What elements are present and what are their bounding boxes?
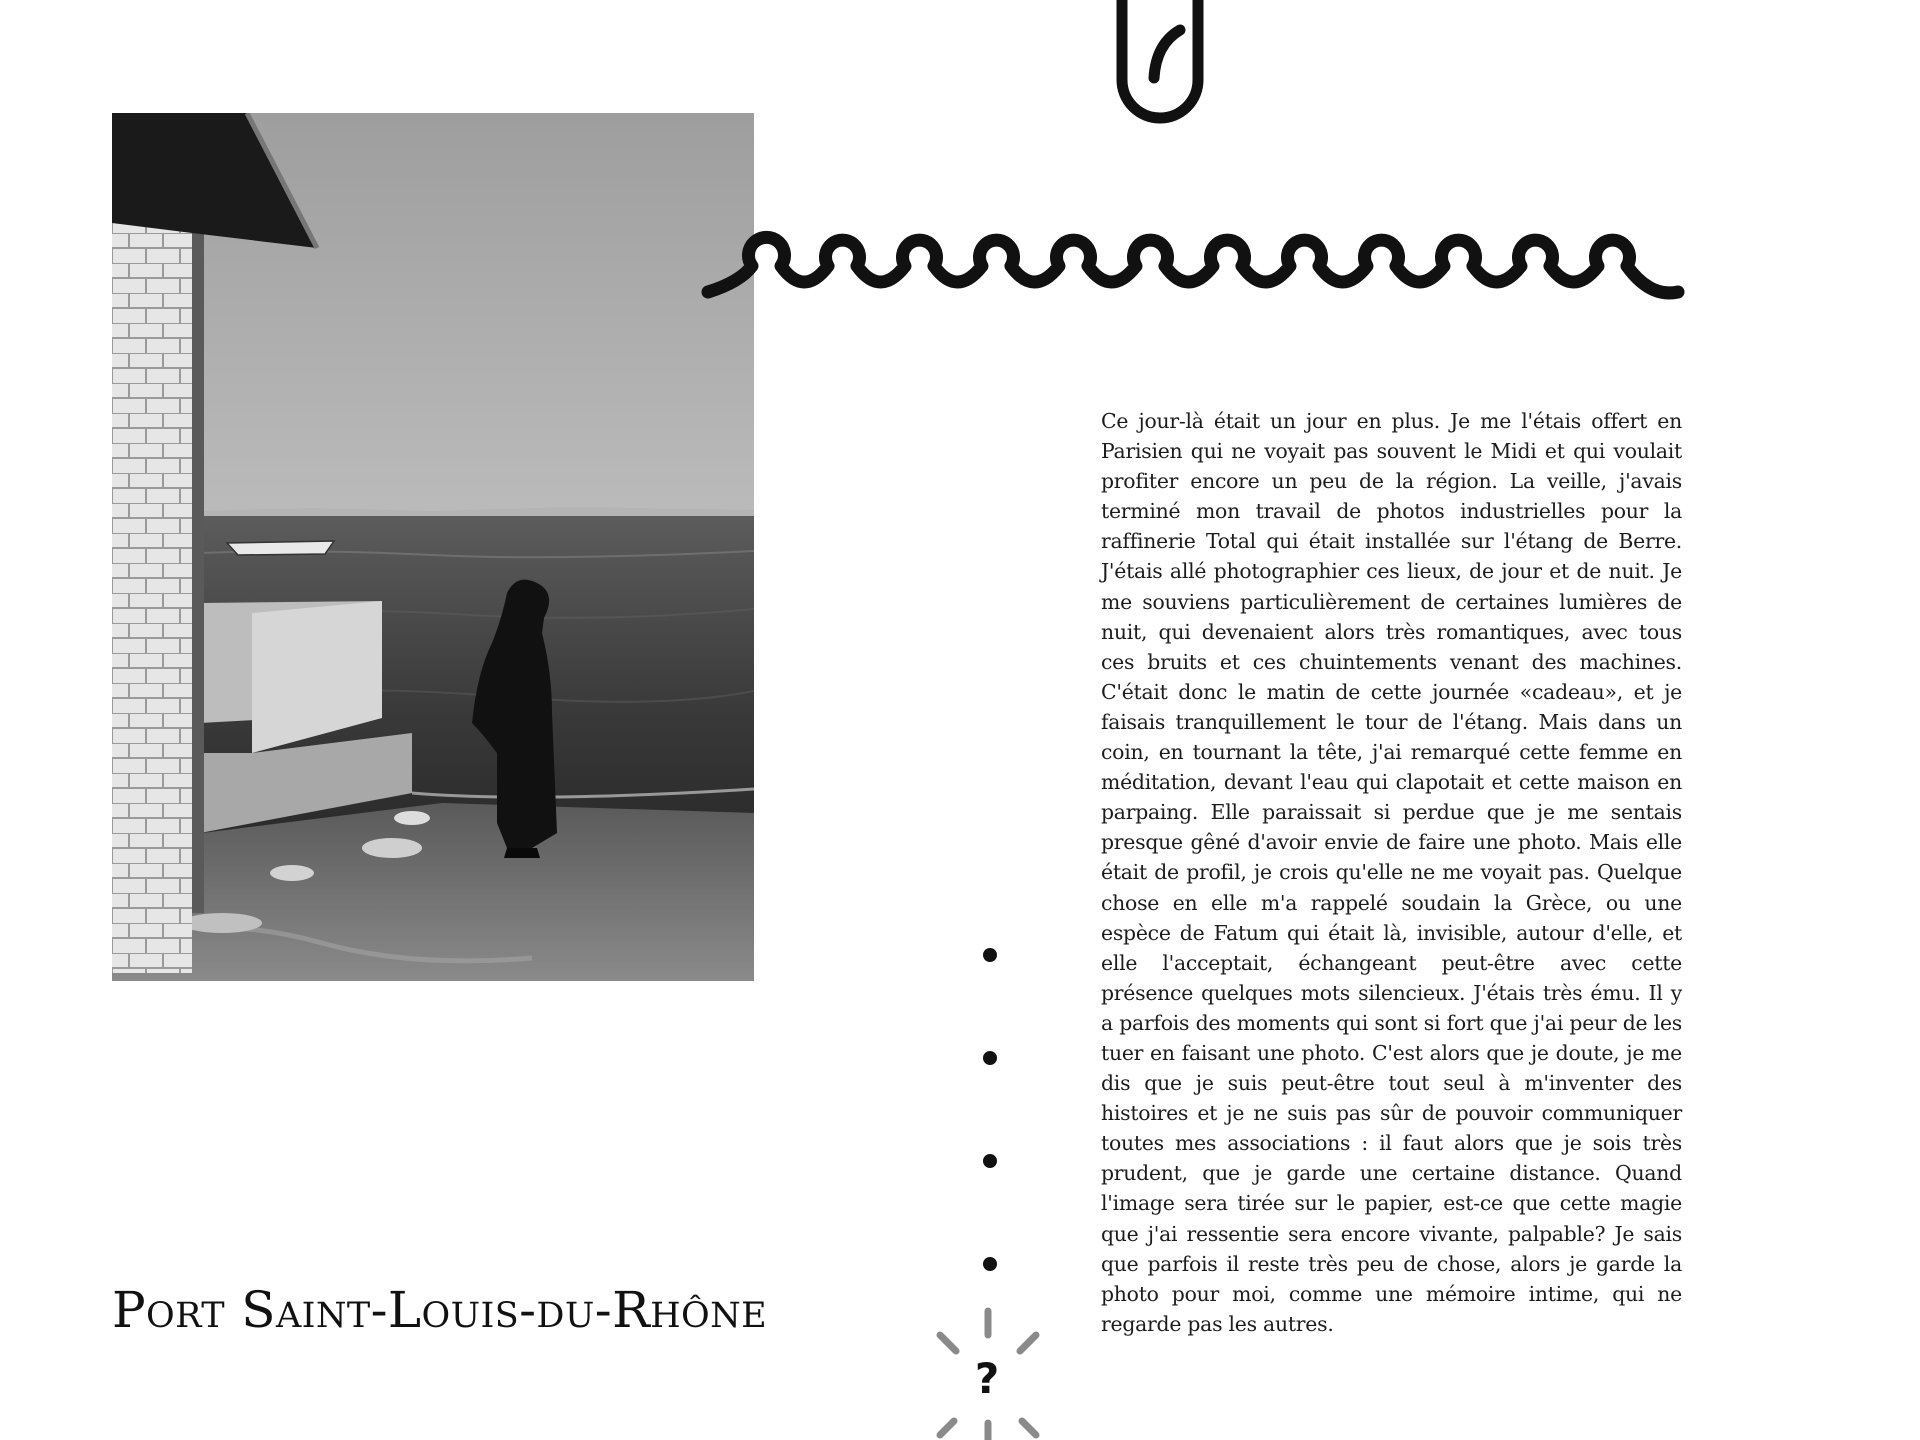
- photo-woman-by-sea: [112, 113, 754, 981]
- question-mark: ?: [974, 1354, 1000, 1403]
- wave-line: [700, 226, 1690, 302]
- dot-icon: [983, 948, 997, 962]
- dot-icon: [983, 1257, 997, 1271]
- story-paragraph: Ce jour-là était un jour en plus. Je me l'étais offert en Parisien qui ne voyait pas souvent le Midi et qui voulait profiter encore un peu de la région. La veille, j'avais terminé mon travail de photos industrielles pour la raffinerie Total qui était installée sur l'étang de Berre. J'étais allé photographier ces lieux, de jour et de nuit. Je me souviens particulièrement de certaines lumières de nuit, qui devenaient alors très romantiques, avec tous ces bruits et ces chuintements venant des machines. C'était donc le matin de cette journée «cadeau», et je faisais tranquillement le tour de l'étang. Mais dans un coin, en tournant la tête, j'ai remarqué cette femme en méditation, devant l'eau qui clapotait et cette maison en parpaing. Elle paraissait si perdue que je me sentais presque gêné d'avoir envie de faire une photo. Mais elle était de profil, je crois qu'elle ne me voyait pas. Quelque chose en elle m'a rappelé soudain la Grèce, ou une espèce de Fatum qui était là, invisible, autour d'elle, et elle l'acceptait, échangeant peut-être avec cette présence quelques mots silencieux. J'étais très ému. Il y a parfois des moments qui sont si fort que j'ai peur de les tuer en faisant une photo. C'est alors que je doute, je me dis que je suis peut-être tout seul à m'inventer des histoires et je ne suis pas sûr de pouvoir communiquer toutes mes associations : il faut alors que je sois très prudent, que je garde une certaine distance. Quand l'image sera tirée sur le papier, est-ce que cette magie que j'ai ressentie sera encore vivante, palpable? Je sais que parfois il reste très peu de chose, alors je garde la photo pour moi, comme une mémoire intime, qui ne regarde pas les autres.: [1101, 409, 1682, 1336]
- dot-icon: [983, 1154, 997, 1168]
- photo-illustration: [112, 113, 754, 981]
- dot-icon: [983, 1051, 997, 1065]
- hook-icon: [1108, 0, 1212, 130]
- page-title: Port Saint-Louis-du-Rhône: [112, 1281, 768, 1339]
